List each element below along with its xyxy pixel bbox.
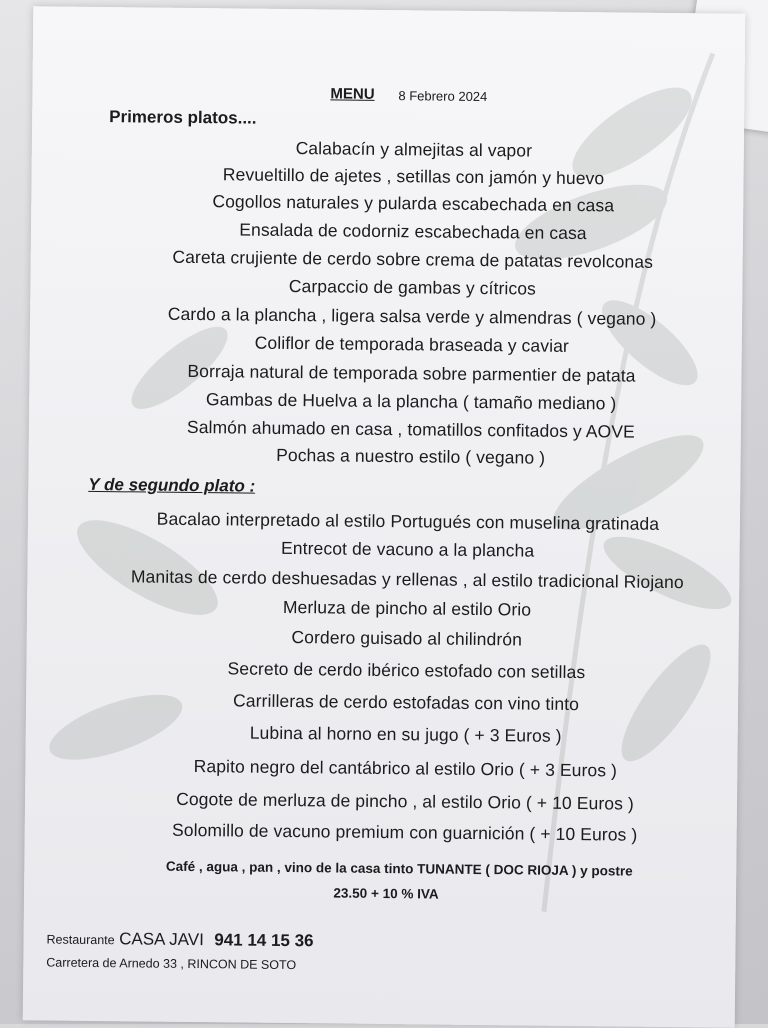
first-courses-heading: Primeros platos.... (109, 107, 257, 128)
first-course-item: Cogollos naturales y pularda escabechada en casa (212, 191, 615, 216)
first-course-item: Borraja natural de temporada sobre parmentier de patata (187, 360, 636, 386)
second-course-item: Carrilleras de cerdo estofadas con vino tinto (232, 690, 580, 715)
first-course-item: Careta crujiente de cerdo sobre crema de patatas revolconas (172, 246, 654, 272)
restaurant-name: CASA JAVI (119, 929, 204, 950)
second-course-item: Entrecot de vacuno a la plancha (280, 537, 535, 561)
second-course-item: Lubina al horno en su jugo ( + 3 Euros ) (249, 722, 562, 746)
menu-sheet (23, 6, 746, 1027)
restaurant-phone: 941 14 15 36 (214, 930, 314, 951)
first-course-item: Carpaccio de gambas y cítricos (288, 275, 537, 299)
menu-title: MENU (330, 85, 375, 103)
first-course-item: Revueltillo de ajetes , setillas con jamón y huevo (222, 164, 605, 189)
second-courses-heading: Y de segundo plato : (88, 474, 256, 496)
second-course-item: Manitas de cerdo deshuesadas y rellenas , al estilo tradicional Riojano (130, 566, 684, 593)
second-course-item: Cordero guisado al chilindrón (291, 627, 523, 650)
second-course-item: Merluza de pincho al estilo Orio (282, 596, 532, 620)
second-course-item: Solomillo de vacuno premium con guarnición ( + 10 Euros ) (171, 819, 638, 845)
first-course-item: Pochas a nuestro estilo ( vegano ) (276, 444, 546, 468)
second-course-item: Secreto de cerdo ibérico estofado con setillas (227, 658, 586, 683)
second-course-item: Rapito negro del cantábrico al estilo Orio ( + 3 Euros ) (193, 756, 618, 781)
restaurant-address: Carretera de Arnedo 33 , RINCON DE SOTO (46, 955, 297, 973)
menu-includes-note: Café , agua , pan , vino de la casa tinto TUNANTE ( DOC RIOJA ) y postre (165, 858, 633, 879)
restaurant-prefix: Restaurante (46, 932, 115, 948)
second-course-item: Bacalao interpretado al estilo Portugués con muselina gratinada (156, 508, 660, 534)
first-course-item: Coliflor de temporada braseada y caviar (254, 332, 570, 356)
restaurant-name-line (46, 928, 313, 951)
first-course-item: Salmón ahumado en casa , tomatillos confitados y AOVE (186, 416, 635, 442)
menu-date: 8 Febrero 2024 (398, 88, 488, 105)
second-course-item: Cogote de merluza de pincho , al estilo Orio ( + 10 Euros ) (176, 788, 634, 814)
first-course-item: Gambas de Huelva a la plancha ( tamaño mediano ) (205, 389, 617, 414)
first-course-item: Calabacín y almejitas al vapor (295, 138, 533, 161)
first-course-item: Cardo a la plancha , ligera salsa verde y almendras ( vegano ) (167, 303, 657, 329)
menu-price: 23.50 + 10 % IVA (333, 885, 439, 902)
first-course-item: Ensalada de codorniz escabechada en casa (239, 219, 587, 244)
